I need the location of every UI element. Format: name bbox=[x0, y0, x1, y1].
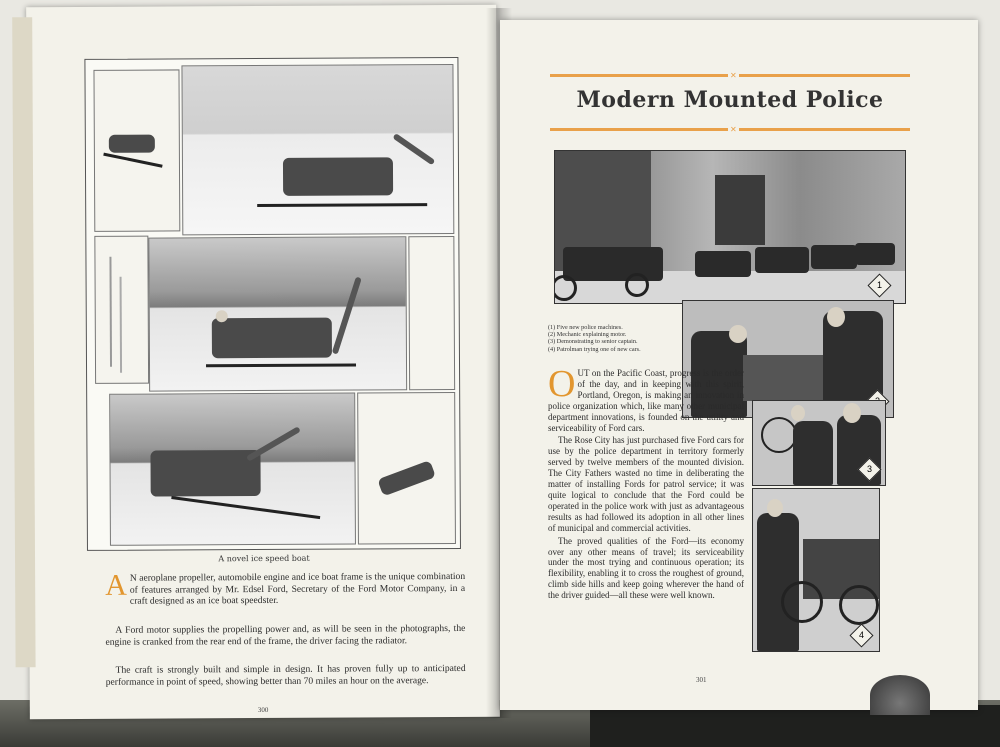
caption-item: (4) Patrolman trying one of new cars. bbox=[548, 345, 641, 353]
photo-police-cars bbox=[554, 150, 906, 304]
photo-number-4: 4 bbox=[858, 630, 864, 640]
photo-ice-boat-rear bbox=[109, 393, 356, 546]
photo-ice-boat-sketch-bottom bbox=[357, 392, 456, 545]
page-number: 301 bbox=[696, 676, 707, 684]
caption-item: (2) Mechanic explaining motor. bbox=[548, 331, 627, 339]
desk-dark-edge bbox=[590, 705, 1000, 747]
photo-ice-boat-side bbox=[181, 64, 454, 235]
ice-boat-photo-collage bbox=[84, 57, 461, 551]
title-rule-bottom: ✕ bbox=[550, 128, 910, 131]
page-edge bbox=[12, 17, 35, 667]
article-paragraph: The proved qualities of the Ford—its economy over any other means of travel; its serviceability under the most trying and continuous operation; its flexibility, enabling it to cross the roughest of ground, climb side hills and keep going wherever the hand of the driver guided—all these were well known. bbox=[548, 535, 744, 601]
page-number: 300 bbox=[257, 705, 269, 715]
photo-captions bbox=[548, 324, 688, 353]
article-body bbox=[548, 363, 744, 603]
photo-patrolman bbox=[752, 488, 880, 652]
article-paragraph: A N aeroplane propeller, automobile engine and ice boat frame is the unique combination of features arranged by Mr. Edsel Ford, Secretary of the Ford Motor Company, in a craft designed as an ice boat speedster. bbox=[105, 568, 466, 607]
article-paragraph: The craft is strongly built and simple in design. It has proven fully up to anticipated performance in point of speed, showing better than 70 miles an hour on the average. bbox=[105, 662, 466, 688]
right-page bbox=[500, 20, 978, 710]
photo-sketch-right bbox=[408, 236, 455, 390]
left-page bbox=[26, 5, 500, 719]
caption-item: (3) Demonstrating to senior captain. bbox=[548, 338, 638, 346]
photo-number-1: 1 bbox=[876, 280, 882, 290]
title-rule-top: ✕ bbox=[550, 74, 910, 77]
drop-cap: A bbox=[105, 568, 127, 602]
article-paragraph: The Rose City has just purchased five Ford cars for use by the police department in territory formerly served by twelve members of the mounted division. The City Fathers wasted no time in deliberating the matter of installing Fords for patrol service; it was quite logical to conclude that the Ford could be operated in the police work with just as advantageous results as had followed its adoption in all other lines of municipal and commercial activities. bbox=[548, 435, 744, 533]
page-title: Modern Mounted Police bbox=[576, 87, 884, 113]
binder-ring bbox=[870, 675, 930, 715]
drop-cap: O bbox=[548, 363, 576, 405]
photo-ice-boat-sketch-top bbox=[93, 69, 180, 231]
photo-captain-driving bbox=[752, 400, 886, 486]
photo-reeds-sketch bbox=[94, 236, 149, 384]
collage-caption: A novel ice speed boat bbox=[218, 553, 310, 564]
article-paragraph: OUT on the Pacific Coast, progress is the order of the day, and in keeping with this spirit, Portland, Oregon, is making an innovation in police organization which, like many other municipal department innovations, is founded on the utility and serviceability of Ford cars. bbox=[548, 363, 744, 433]
article-paragraph: A Ford motor supplies the propelling power and, as will be seen in the photographs, the engine is cranked from the rear end of the frame, the driver facing the radiator. bbox=[105, 622, 466, 648]
caption-item: (1) Five new police machines. bbox=[548, 324, 623, 331]
photo-number-3: 3 bbox=[866, 464, 872, 474]
photo-ice-boat-driver bbox=[148, 236, 407, 391]
